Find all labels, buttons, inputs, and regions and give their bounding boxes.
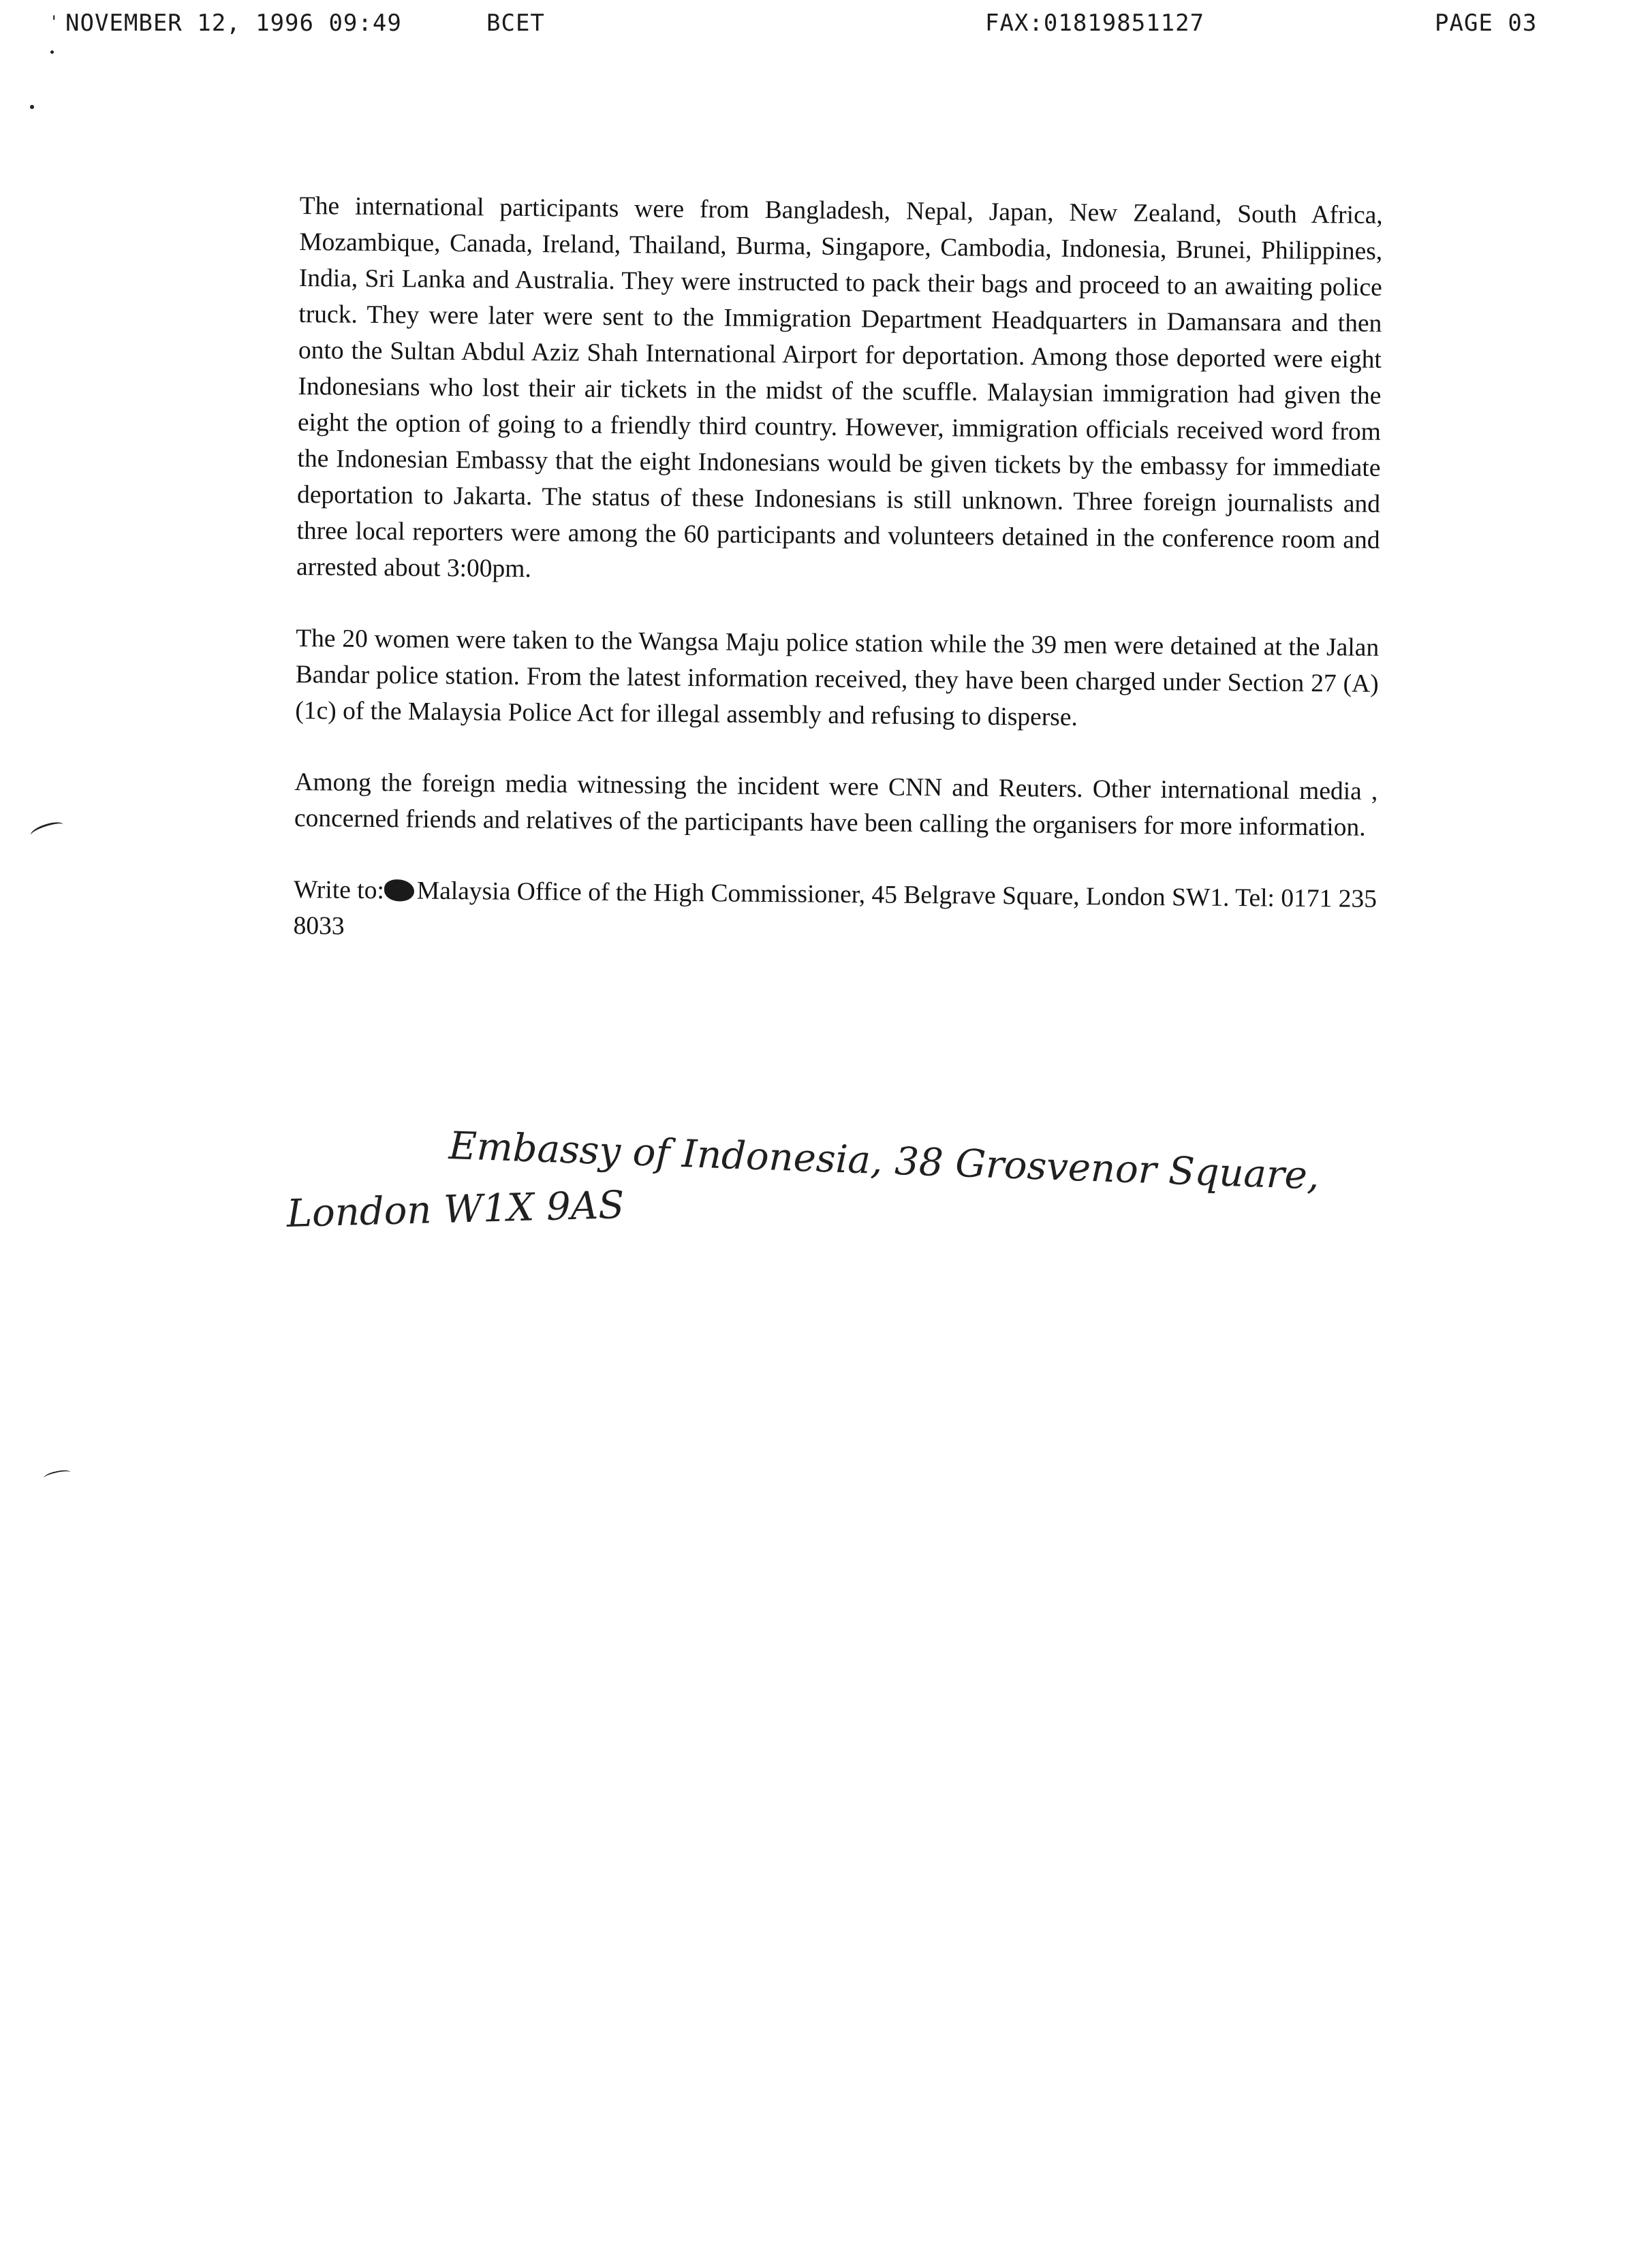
paragraph-arrests: The 20 women were taken to the Wangsa Maju police station while the 39 men were detained at the Jalan Bandar police station. From the latest information received, they have been charged under Section 27 (A) (1c) of the Malaysia Police Act for illegal assembly and refusing to disperse. (295, 624, 1380, 731)
fax-timezone: BCET (486, 10, 545, 37)
write-to-paragraph (293, 872, 1377, 954)
fax-tick-mark: ' (49, 12, 60, 31)
write-to-address: Malaysia Office of the High Commissioner, 45 Belgrave Square, London SW1. Tel: 0171 235 8033 (293, 877, 1377, 941)
write-to-prefix: Write to: (293, 875, 385, 905)
fax-number: FAX:01819851127 (985, 10, 1205, 37)
margin-mark (43, 1468, 72, 1482)
margin-mark (29, 819, 65, 841)
handwritten-line-1: Embassy of Indonesia, 38 Grosvenor Square, (448, 1124, 1320, 1199)
handwritten-line-2: London W1X 9AS (286, 1183, 625, 1236)
fax-header (0, 10, 1635, 44)
fax-date-time: NOVEMBER 12, 1996 09:49 (65, 10, 402, 37)
paragraph-media: Among the foreign media witnessing the incident were CNN and Reuters. Other international media , concerned friends and relatives of the participants have been calling the organisers for more information. (294, 768, 1378, 842)
fax-page-number: PAGE 03 (1435, 10, 1538, 37)
scan-speck (30, 105, 34, 109)
paragraph-deportation: The international participants were from Bangladesh, Nepal, Japan, New Zealand, South Africa, Mozambique, Canada, Ireland, Thailand, Burma, Singapore, Cambodia, Indonesia, Brunei, Philippines, India, Sri Lanka and Australia. They were instructed to pack their bags and proceed to an awaiting police truck. They were later were sent to the Immigration Department Headquarters in Damansara and then onto the Sultan Abdul Aziz Shah International Airport for deportation. Among those deported were eight Indonesians who lost their air tickets in the midst of the scuffle. Malaysian immigration had given the eight the option of going to a friendly third country. However, immigration officials received word from the Indonesian Embassy that the eight Indonesians would be given tickets by the embassy for immediate deportation to Jakarta. The status of these Indonesians is still unknown. Three foreign journalists and three local reporters were among the 60 participants and volunteers detained in the conference room and arrested about 3:00pm. (296, 191, 1383, 583)
scan-speck (50, 50, 54, 54)
letter-body (293, 188, 1383, 954)
handwritten-note (286, 1124, 1444, 1280)
ink-blot (384, 879, 414, 901)
